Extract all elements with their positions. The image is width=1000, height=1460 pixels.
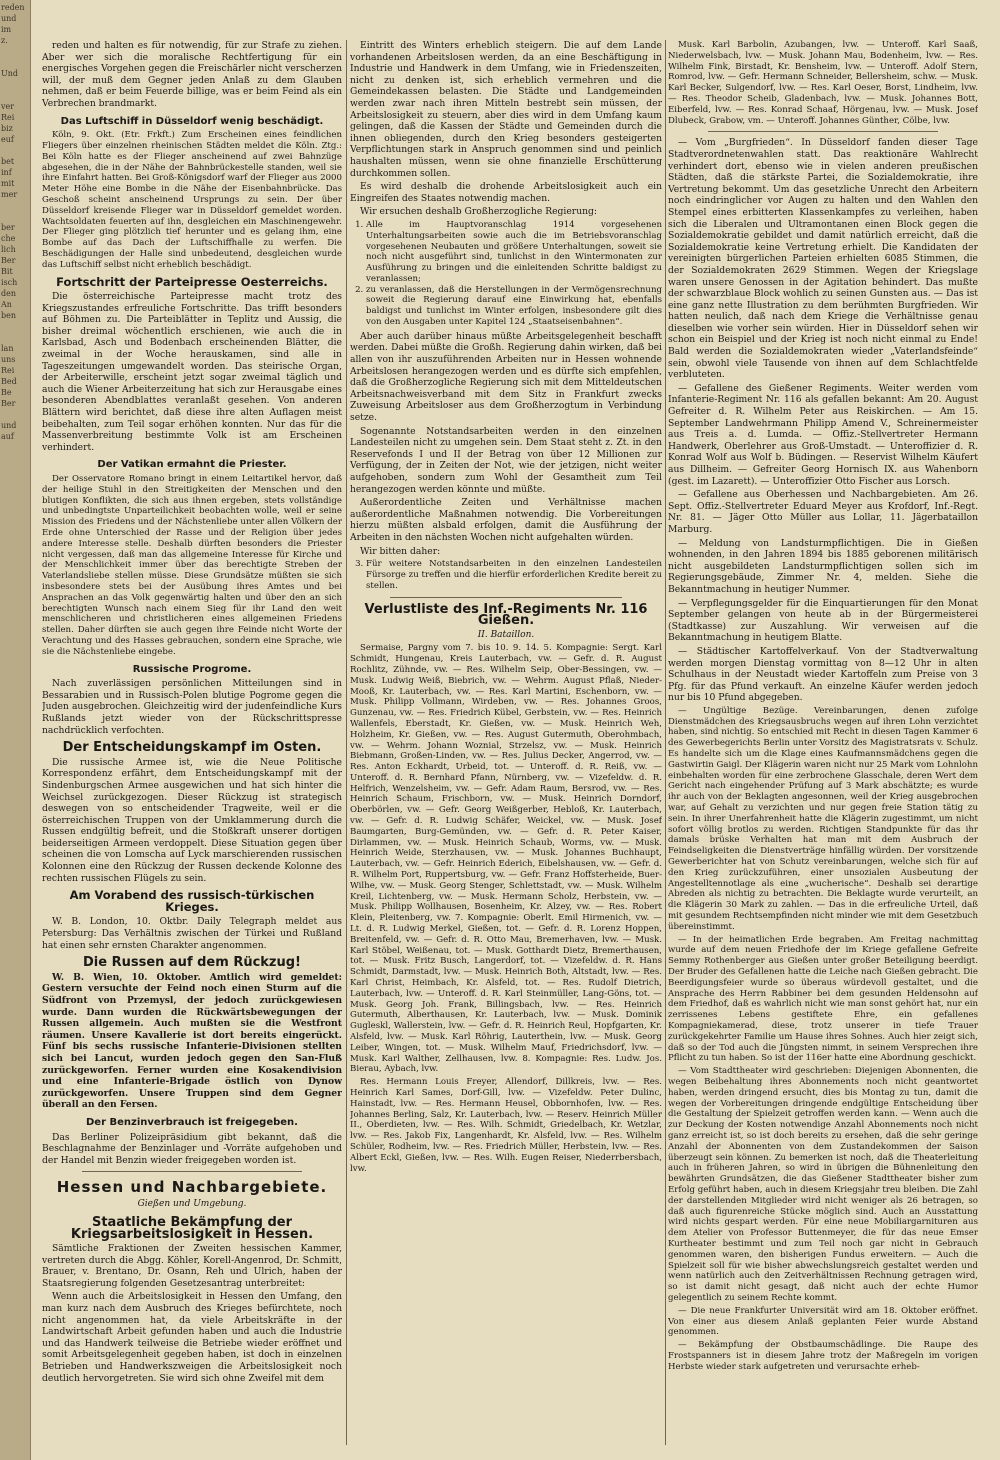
article-text: Wenn auch die Arbeitslosigkeit in Hessen den Umfang, den man kurz nach dem Ausbruch des Krieges befürchtete, noch nicht angenommen hat, da viele Arbeitskräfte in der Landwirtschaft Arbeit gefunden haben und auch die Industrie und das Handwerk teilweise die Betriebe wieder eröffnet und somit Arbeitsgelegenheit gegeben haben, ist doch in einzelnen Betrieben und Handwerkszweigen die Arbeitslosigkeit noch deutlich hervorgetreten. Sie wird sich ohne Zweifel mit dem: [42, 1291, 342, 1384]
headline-staatlich: Staatliche Bekämpfung der Kriegsarbeitslosigkeit in Hessen.: [70, 1214, 314, 1242]
article-text: Eintritt des Winters erheblich steigern. Die auf dem Lande vorhandenen Arbeitslosen werden, da an eine Beschäftigung in Industrie und Handwerk in dem Umfang, wie in Friedenszeiten, nicht zu denken ist, sich erheblich vermehren und die Gemeindekassen belasten. Die Städte und Landgemeinden werden zwar nach ihren Mitteln bestrebt sein müssen, der Arbeitslosigkeit zu steuern, aber dies wird in dem Umfang kaum gelingen, daß die Kassen der Städte und Gemeinden durch die ihnen obliegenden, durch den Krieg besonders gesteigerten Verpflichtungen stark in Anspruch genommen sind und peinlich haushalten müssen, wenn sie ohne finanzielle Erschütterung durchkommen sollen.: [350, 40, 662, 179]
news-item: — Ungültige Bezüge. Vereinbarungen, denen zufolge Dienstmädchen des Kriegsausbruchs wegen auf ihren Lohn verzichtet haben, sind nichtig. So entschied mit Recht in diesen Tagen Kammer 6 des Gewerbegerichts Berlin unter Vorsitz des Magistratsrats v. Schulz. Es handelte sich um die Klage eines Kaufmannsmädchens gegen die Gastwirtin Gaigl. Der Klägerin waren nicht nur 25 Mark vom Lohnlohn einbehalten worden für eine zerbrochene Glasschale, deren Wert dem Gericht nach eingehender Prüfung auf 3 Mark abschätzte; es wurde ihr auch von der Beklagten angesonnen, weil der Krieg ausgebrochen war, auf Gehalt zu verzichten und nur gegen freie Station tätig zu sein. In ihrer Unerfahrenheit hatte die Klägerin zugestimmt, um nicht sofort völlig brotlos zu werden. Richtigen Standpunkte für das ihr damals brüske Verhalten hat man mit dem Ausbruch der Feindseligkeiten die Dienstverträge hinfällig würden. Der vorsitzende Gewerberichter hat von Schutz vereinbarungen, welche sich für auf den Krieg zurückzuführen, einer unsozialen Ausbeutung der Angestelltennotlage als eine „wucherische“. Deshalb sei derartige Abreden als nichtig zu betrachten. Die Beklagte wurde verurteilt, an die Klägerin 30 Mark zu zahlen. — Das in die erfreuliche Urteil, daß mit gesundem Rechtsempfinden nicht minder wie mit dem Gesetzbuch übereinstimmt.: [668, 705, 978, 932]
news-item: — Vom Stadttheater wird geschrieben: Diejenigen Abonnenten, die wegen Beibehaltung ihres Abonnements noch nicht geantwortet haben, werden dringend ersucht, dies bis Montag zu tun, damit die wegen der Vorbereitungen dringende endgültige Entscheidung über die Gestaltung der Spielzeit getroffen werden kann. — Wenn auch die zur Deckung der Kosten notwendige Anzahl Abonnements noch nicht ganz erreicht ist, so ist doch bereits zu ersehen, daß die sehr geringe Anzahl der Abonnenten von dem Zustandekommen der Saison überzeugt sein können. Zu bemerken ist noch, daß die Theaterleitung auch in früheren Jahren, so wird in übrigen die Bühnenleitung den bewährten Grundsätzen, die das Gießener Stadttheater bisher zum Erfolg geführt haben, auch in diesem Kriegsjahr treu bleiben. Die Zahl der darstellenden Mitglieder wird nicht weniger als 26 betragen, so daß auch figurenreiche Stücke möglich sind. Auch an Ausstattung wird nichts gespart werden. Für eine neue Mobiliargarnituren aus dem Atelier von Professor Buttenmeyer, die für das neue Emser Kurtheater bestimmt und zum Teil noch gar nicht in Gebrauch genommen waren, den bisherigen Fundus erweitern. — Auch die Spielzeit soll für wie bisher abwechslungsreich gestaltet werden und wenn natürlich auch den Zeitverhältnissen Rechnung getragen wird, so ist damit nicht gesagt, daß nicht auch der echte Humor gelegentlich zu seinem Rechte kommt.: [668, 1066, 978, 1303]
article-text: reden und halten es für notwendig, für zur Strafe zu ziehen. Aber wer sich die moralische Rechtfertigung für ein energisches Vorgehen gegen die Freischärler nicht verscherzen will, der muß dem Gegner jeden Anlaß zu dem Glauben nehmen, daß er beim Feuerde billige, was er beim Feind als ein Verbrechen brandmarkt.: [42, 40, 342, 109]
article-text: Köln, 9. Okt. (Etr. Frkft.) Zum Erscheinen eines feindlichen Fliegers über einzelnen rheinischen Städten meldet die Köln. Ztg.: Bei Köln hatte es der Flieger anscheinend auf zwei Bahnzüge abgesehen, die in der Nähe der Bahnbrückestelle standen, weil sie ihre Einfahrt hatten. Bei Groß-Königsdorf warf der Flieger aus 2000 Meter Höhe eine Bombe in die Nähe der Eisenbahnbrücke. Das Geschoß scheint anscheinend Ursprungs zu sein. Der über Düsseldorf kreisende Flieger war in Düsseldorf gemeldet worden. Wachtsoldaten feuerten auf ihn, desgleichen ein Maschinengewehr. Der Flieger ging plötzlich tief herunter und es gelang ihm, eine Bombe auf das Dach der Luftschiffhalle zu werfen. Die Beschädigungen der Halle sind unbedeutend, desgleichen wurde das Luftschiff selbst nicht erheblich beschädigt.: [42, 130, 342, 270]
column-rule: [665, 40, 666, 1445]
article-text: Sämtliche Fraktionen der Zweiten hessischen Kammer, vertreten durch die Abgg. Köhler, Korell-Angenrod, Dr. Schmitt, Brauer, v. Brentano, Dr. Osann, Reh und Ulrich, haben der Staatsregierung folgenden Gesetzesantrag unterbreitet:: [42, 1243, 342, 1289]
headline-vorabend: Am Vorabend des russisch-türkischen Krieges.: [69, 888, 315, 914]
article-text: W. B. London, 10. Oktbr. Daily Telegraph meldet aus Petersburg: Das Verhältnis zwischen der Türkei und Rußland hat einen sehr ernsten Charakter angenommen.: [42, 916, 342, 951]
casualty-list: Musk. Karl Barbolin, Azubangen, lvw. — Unteroff. Karl Saaß, Niederwelsbach, lvw. — Musk. Johann Mau, Bodenheim, lvw. — Res. Wilhelm Fink, Birstadt, Kr. Bensheim, lvw. — Unteroff. Adolf Stern, Romrod, lvw. — Gefr. Hermann Schneider, Bellersheim, schw. — Musk. Karl Becker, Sulgendorf, lvw. — Res. Karl Oeser, Borst, Lindheim, lvw. — Res. Theodor Scheib, Gladenbach, lvw. — Musk. Johannes Bott, Eiberfeld, lvw. — Res. Konrad Schaaf, Hörgenau, lvw. — Musk. Josef Dlubeck, Grabow, vm. — Unteroff. Johannes Günther, Cölbe, lvw.: [668, 40, 978, 126]
news-item: — Die neue Frankfurter Universität wird am 18. Oktober eröffnet. Von einer aus diesem Anlaß geplanten Feier wurde Abstand genommen.: [668, 1305, 978, 1338]
column-rule: [346, 40, 347, 1445]
article-text: Außerordentliche Zeiten und Verhältnisse machen außerordentliche Maßnahmen notwendig. Die Vorbereitungen hierzu müßten alsbald erfolgen, damit die Ausführung der Arbeiten in den nächsten Wochen nicht aufgehalten würden.: [350, 497, 662, 543]
article-text: Es wird deshalb die drohende Arbeitslosigkeit auch ein Eingreifen des Staates notwendig machen.: [350, 181, 662, 204]
article-text: Aber auch darüber hinaus müßte Arbeitsgelegenheit beschafft werden. Dabei müßte die Großh. Regierung dahin wirken, daß bei allen von ihr auszuführenden Arbeiten nur in Hessen wohnende Arbeitslosen herangezogen werden und es dürfte sich empfehlen, daß die Großherzogliche Regierung sich mit dem Mitteldeutschen Arbeitsnachweisverband mit dem Sitz in Frankfurt zwecks Zuweisung Arbeitsloser aus dem Großherzogtum in Verbindung setze.: [350, 330, 662, 424]
article-text: Sogenannte Notstandsarbeiten werden in den einzelnen Landesteilen nicht zu umgehen sein. Dem Staat steht z. Zt. in den Reservefonds I und II der Betrag von über 12 Millionen zur Verfügung, der in Zeiten der Not, wie der jetzigen, nicht weiter aufgehoben, sondern zum Wohl der Gesamtheit zum Teil herangezogen werden könnte und müßte.: [350, 425, 662, 495]
headline-vatikan: Der Vatikan ermahnt die Priester.: [97, 459, 287, 471]
headline-progrome: Russische Progrome.: [132, 663, 252, 675]
adjacent-page-edge: [0, 0, 31, 1460]
headline-verlustliste: Verlustliste des Inf.-Regiments Nr. 116 Gießen.: [364, 601, 648, 629]
article-text: W. B. Wien, 10. Oktober. Amtlich wird gemeldet: Gestern versuchte der Feind noch einen Sturm auf die Südfront von Przemysl, der jedoch zurückgewiesen wurde. Dann wurden die Rückwärtsbewegungen der Russen allgemein. Auch mußten sie die Westfront räumen. Unsere Kavallerie ist dort bereits eingerückt. Fünf bis sechs russische Infanterie-Divisionen stellten sich bei Lancut, wurden jedoch gegen den San-Fluß zurückgeworfen. Ferner wurden eine Kosakendivision und eine Infanterie-Brigade östlich von Dynow zurückgeworfen. Unsere Truppen sind dem Gegner überall an den Fersen.: [42, 971, 342, 1111]
divider: [390, 597, 622, 598]
headline-benzin: Der Benzinverbrauch ist freigegeben.: [86, 1116, 298, 1128]
divider: [82, 1171, 302, 1172]
article-text: Wir ersuchen deshalb Großherzogliche Regierung:: [360, 206, 598, 218]
article-text: Nach zuverlässigen persönlichen Mitteilungen sind in Bessarabien und in Russisch-Polen blutige Pogrome gegen die Juden ausgebrochen. Gleichzeitig wird der judenfeindliche Kurs Rußlands jetzt wieder von der Rückschrittspresse nachdrücklich verfochten.: [42, 678, 342, 736]
section-subheading: II. Bataillon.: [477, 629, 535, 640]
news-item: — In der heimatlichen Erde begraben. Am Freitag nachmittag wurde auf dem neuen Friedhofe der im Kriege gefallene Gefreite Semmy Rothenberger aus Gießen unter großer Beteiligung beerdigt. Der Bruder des Gefallenen hatte die Leiche nach Gießen gebracht. Die Beerdigungsfeier wurde so überaus würdevoll gestaltet, und die Ansprache des Herrn Rabbiner bei dem gesunden Heldensohn auf dem Friedhof, daß es wahrlich nicht wie man sonst gehört hat, nur ein zerrissenes Lebens gestiftete Ehre, ein gefallenes Kompagniekamerad, diese, trotz unserer in tiefe Trauer zurückgekehrter Familie um Hause ihres Sohnes. Auch hier zeigt sich, daß so der Tod auch die Jüngsten nimmt, in seinem Versprechen ihre Pflicht zu tun haben. So ist der 116er hatte eine Abordnung geschickt.: [668, 934, 978, 1064]
section-subheading: Gießen und Umgebung.: [137, 1199, 247, 1210]
request-list: [350, 559, 662, 591]
column-3: [668, 40, 978, 1450]
news-item: — Meldung von Landsturmpflichtigen. Die in Gießen wohnenden, in den Jahren 1894 bis 1885 geborenen militärisch nicht ausgebildeten Landsturmpflichtigen sollen sich im Regierungsgebäude, Zimmer Nr. 4, melden. Siehe die Bekanntmachung in heutiger Nummer.: [668, 537, 978, 595]
headline-osten: Der Entscheidungskampf im Osten.: [62, 740, 322, 756]
news-item: — Vom „Burgfrieden“. In Düsseldorf fanden dieser Tage Stadtverordnetenwahlen statt. Das reaktionäre Wahlrecht verhindert dort, ebenso wie in vielen anderen preußischen Städten, daß die stärkste Partei, die Sozialdemokratie, ihre Vertretung bekommt. Um das gesetzliche Unrecht den Arbeitern noch eindringlicher vor Augen zu halten und den Wahlen den Stempel eines erbitterten Klassenkampfes zu verleihen, haben sich die Liberalen und Ultramontanen einen Block gegen die Sozialdemokratie gebildet und damit natürlich erreicht, daß die Sozialdemokratie keine Vertretung erhielt. Die Kandidaten der vereinigten bürgerlichen Parteien erhielten 6085 Stimmen, die der Sozialdemokraten 2629 Stimmen. Wegen der Kriegslage waren unsere Genossen in der Agitation behindert. Das mußte der schwarzblaue Block wohlich zu seinen Gunsten aus. — Das ist eine ganz nette Illustration zu dem berühmten Burgfrieden. Wir hatten neulich, daß nach dem Kriege die Verhältnisse genau dieselben wie vorher sein würden. Hier in Düsseldorf sehen wir schon ein Beispiel und der Krieg ist noch nicht einmal zu Ende! Bald werden die Sozialdemokraten wieder „Vaterlandsfeinde“ sein, obwohl viele Tausende von ihnen auf dem Schlachtfelde verbluteten.: [668, 137, 978, 381]
divider: [708, 131, 938, 132]
list-item: 2. zu veranlassen, daß die Herstellungen in der Vermögensrechnung soweit die Regierung darauf eine Einwirkung hat, ebenfalls baldigst und tunlichst im Winter erfolgen, insbesondere gilt dies von den Ausgaben unter Kapitel 124 „Staatseisenbahnen“.: [366, 285, 662, 328]
column-1: [42, 40, 342, 1450]
section-heading-hessen: Hessen und Nachbargebiete.: [56, 1178, 328, 1197]
news-item: — Bekämpfung der Obstbaumschädlinge. Die Raupe des Frostspanners ist in diesem Jahre trotz der Maßregeln im vorigen Herbste wieder stark aufgetreten und verursachte erheb-: [668, 1340, 978, 1372]
headline-rueckzug: Die Russen auf dem Rückzug!: [82, 955, 301, 971]
article-text: Die russische Armee ist, wie die Neue Politische Korrespondenz erfährt, dem Entscheidungskampf mit der Sindenburgschen Armee ausgewichen und hat sich hinter die Weichsel zurückgezogen. Dieser Rückzug ist strategisch deswegen von so entscheidender Tragweite, weil er die österreichischen Truppen von der Umklammerung durch die Russen endgültig befreit, und die Stoßkraft unserer dortigen beiderseitigen Armeen verdoppelt. Diese Situation gegen über scheinen die von Lomscha auf Lyck marschierenden russischen Kolonnen eine den Rückzug der Russen deckende Kolonne des rechten russischen Flügels zu sein.: [42, 756, 342, 884]
news-item: — Städtischer Kartoffelverkauf. Von der Stadtverwaltung werden morgen Dienstag vormittag von 8—12 Uhr in alten Schulhaus in der Neustadt wieder Kartoffeln zum Preise von 3 Pfg. für das Pfund verkauft. An einzelne Käufer werden jedoch nur bis 10 Pfund abgegeben.: [668, 645, 978, 704]
casualty-list: Res. Hermann Louis Freyer, Allendorf, Dillkreis, lvw. — Res. Heinrich Karl Sames, Dorf-Gill, lvw. — Vizefeldw. Peter Dulinc, Hainstadt, lvw. — Res. Hermann Heusel, Obbornhofen, lvw. — Res. Johannes Berling, Salz, Kr. Lauterbach, lvw. — Reserv. Heinrich Müller II., Oberdieten, lvw. — Res. Wilh. Schmidt, Griedelbach, Kr. Wetzlar, lvw. — Res. Jakob Fix, Langenhardt, Kr. Alsfeld, lvw. — Res. Wilhelm Schüler, Rodheim, lvw. — Res. Friedrich Müller, Herbstein, lvw. — Res. Albert Eckl, Gießen, lvw. — Res. Wilh. Eugen Reiser, Niederrbersbach, lvw.: [350, 1077, 662, 1174]
list-item: 3. Für weitere Notstandsarbeiten in den einzelnen Landesteilen Fürsorge zu treffen und die hierfür erforderlichen Kredite bereit zu stellen.: [366, 559, 662, 591]
news-item: — Gefallene des Gießener Regiments. Weiter werden vom Infanterie-Regiment Nr. 116 als gefallen bekannt: Am 20. August Gefreiter d. R. Wilhelm Peter aus Reiskirchen. — Am 15. September Landwehrmann Philipp Amend V., Schreinermeister aus Treis a. d. Lumda. — Offiz.-Stellvertreter Hermann Handwerk, Oberlehrer aus Groß-Umstadt. — Unteroffizier d. R. Konrad Wolf aus Wolf b. Büdingen. — Reservist Wilhelm Käufert aus Dillheim. — Gefreiter Georg Hornisch IX. aus Wahenborn (gest. im Lazarett). — Unteroffizier Otto Fischer aus Lorsch.: [668, 382, 978, 487]
article-text: Die österreichische Parteipresse macht trotz des Kriegszustandes erfreuliche Fortschritte. Das trifft besonders auf Böhmen zu. Die Parteiblätter in Teplitz und Aussig, die bisher dreimal wöchentlich erschienen, wie auch die in Karlsbad, Asch und Bodenbach erscheinenden Blätter, die zweimal in der Woche herauskamen, sind alle in Tageszeitungen umgewandelt worden. Das steirische Organ, der Arbeiterwille, erscheint jetzt sogar zweimal täglich und auch die Wiener Arbeiterzeitung hat sich zur Herausgabe eines besonderen Abendblattes veranlaßt gesehen. Von anderen Blättern wird berichtet, daß diese ihre alten Auflagen meist beibehalten, zum Teil sogar erhöhen konnten. Nur das für die Massenverbreitung bestimmte Volk ist am Erscheinen verhindert.: [42, 291, 342, 453]
headline-fortschritt: Fortschritt der Parteipresse Oesterreichs.: [56, 274, 328, 289]
casualty-list: Sermaise, Pargny vom 7. bis 10. 9. 14. 5. Kompagnie: Sergt. Karl Schmidt, Hungenau, Kreis Lauterbach, vw. — Gefr. d. R. August Rochlitz, Zühnde, vw. — Res. Wilhelm Seip, Ober-Bessingen, vw. — Musk. Ludwig Weiß, Biebrich, vw. — Wehrm. August Pflaß, Nieder-Mooß, Kr. Lauterbach, vw. — Res. Karl Martini, Eschenborn, vw. — Musk. Philipp Vollmann, Wirdeben, vw. — Res. Johannes Groos, Gunzenau, vw. — Res. Friedrich Kübel, Gerbstein, vw. — Res. Heinrich Wallenfels, Eberstadt, Kr. Gießen, vw. — Musk. Heinrich Weh, Holzheim, Kr. Gießen, vw. — Res. August Gutermuth, Oberohmbach, vw. — Wehrm. Johann Woznial, Strzelsz, vw. — Musk. Heinrich Biebmann, Großen-Linden, vw. — Res. Julius Decker, Angerrod, vw. — Res. Anton Eckhardt, Urbeid, tot. — Unteroff. d. R. Reiß, vw. — Unteroff. d. R. Bernhard Pfann, Nürnberg, vw. — Vizefeldw. d. R. Helfrich, Wenzelsheim, vw. — Gefr. Adam Raum, Bersrod, vw. — Res. Heinrich Schaum, Frischborn, vw. — Musk. Heinrich Dorndorf, Oberbörlen, vw. — Gefr. Georg Weißgerber, Hebloß, Kr. Lauterbach, vw. — Gefr. d. R. Ludwig Schäfer, Weickel, vw. — Musk. Josef Baumgarten, Burg-Gemünden, vw. — Gefr. d. R. Peter Kaiser, Dirlammen, vw. — Musk. Heinrich Schaub, Worms, vw. — Musk. Heinrich Weide, Sterzhausen, vw. — Musk. Johannes Buchhaupt, Lauterbach, vw. — Gefr. Heinrich Ederich, Eibelshausen, vw. — Gefr. d. R. Wilhelm Port, Ruppertsburg, vw. — Gefr. Franz Hoffsterheide, Buer-Wilhe, vw. — Musk. Georg Stenger, Schlettstadt, vw. — Musk. Wilhelm Kreil, Lichtenberg, vw. — Musk. Hermann Scholz, Herbstein, vw. — Musk. Philipp Wollhausen, Bosenheim, Kr. Alzey, vw. — Res. Robert Klein, Pleitenberg, vw. 7. Kompagnie: Oberlt. Emil Hirmenich, vw. — Lt. d. R. Ludwig Merkel, Gießen, tot. — Gefr. d. R. Lorenz Hoppen, Breitenfeld, vw. — Gefr. d. R. Otto Mau, Bremerhaven, lvw. — Musk. Karl Stöbel, Weißenau, tot. — Musk. Gotthardt Dietz, Bremerthausen, tot. — Musk. Fritz Busch, Langerdorf, tot. — Vizefeldw. d. R. Hans Schmidt, Darmstadt, lvw. — Musk. Heinrich Both, Altstadt, lvw. — Res. Karl Christ, Heimbach, Kr. Alsfeld, tot. — Res. Rudolf Dietrich, Lauterbach, lvw. — Unteroff. d. R. Karl Steinmüller, Lang-Göns, tot. — Musk. Georg Joh. Frank, Billingsbach, lvw. — Res. Heinrich Gutermuth, Alberthausen, Kr. Lauterbach, lvw. — Musk. Dominik Gugleskl, Wallerstein, lvw. — Gefr. d. R. Heinrich Reul, Hopfgarten, Kr. Alsfeld, lvw. — Musk. Karl Röhrig, Lauterthein, lvw. — Musk. Georg Leiber, Wingen, tot. — Musk. Wilhelm Mauf, Friedrichsdorf, lvw. — Musk. Karl Walther, Zellhausen, lvw. 8. Kompagnie: Res. Ludw. Jos. Bierau, Aybach, lvw.: [350, 643, 662, 1075]
headline-luftschiff: Das Luftschiff in Düsseldorf wenig beschädigt.: [60, 115, 324, 127]
article-text: Der Osservatore Romano bringt in einem Leitartikel hervor, daß der heilige Stuhl in den Streitigkeiten der Menschen und den blutigen Konflikten, die sich aus ihnen ergeben, stets vollständige und unbedingtste Unparteilichkeit beobachten wolle, weil er seine Mission des Friedens und der Nächstenliebe unter allen Völkern der Erde ohne Unterschied der Rasse und der Religion über jedes andere Interesse stelle. Deshalb dürften besonders die Priester nicht vergessen, daß man das allgemeine Interesse für Kirche und der Menschlichkeit immer über das berechtigte Streben der Vaterlandsliebe stellen müsse. Diese Grundsätze müßten sie sich insbesondere stets bei der Ausübung ihres Amtes und bei Ansprachen an das Volk gegenwärtig halten und über den an sich berechtigten Wunsch nach einem Sieg für ihr Land den weit menschlicheren und christlicheren eines allgemeinen Friedens stellen. Daher dürften sie auch gegen ihre Feinde nicht Worte der Verachtung und des Hasses gebrauchen, sondern eine Sprache, wie sie die Nächstenliebe eingebe.: [42, 474, 342, 657]
news-item: — Gefallene aus Oberhessen und Nachbargebieten. Am 26. Sept. Offiz.-Stellvertreter Eduard Meyer aus Krofdorf, Inf.-Regt. Nr. 81. — Jäger Otto Müller aus Lollar, 11. Jägerbataillon Marburg.: [668, 489, 978, 535]
news-item: — Verpflegungsgelder für die Einquartierungen für den Monat September gelangen von heute ab in der Bürgermeisterei (Stadtkasse) zur Auszahlung. Wir verweisen auf die Bekanntmachung in heutigem Blatte.: [668, 597, 978, 644]
article-text: Wir bitten daher:: [360, 545, 441, 557]
column-2: [350, 40, 662, 1450]
adjacent-page-text: reden und im z. Und ver Rei biz euf bet inf mit mer ber che lich Ber Bit isch den An ben lan uns Rei Bed Be Ber und auf: [1, 3, 25, 441]
list-item: 1. Alle im Hauptvoranschlag 1914 vorgesehenen Unterhaltungsarbeiten sowie auch die im Betriebsvoranschlag vorgesehenen Neubauten und größere Unterhaltungen, soweit sie noch nicht ausgeführt sind, tunlichst in den Wintermonaten zur Ausführung zu bringen und die einleitenden Schritte baldigst zu veranlassen;: [366, 220, 662, 285]
request-list: [350, 220, 662, 328]
article-text: Das Berliner Polizeipräsidium gibt bekannt, daß die Beschlagnahme der Benzinlager und -Vorräte aufgehoben und der Handel mit Benzin wieder freigegeben worden ist.: [42, 1131, 342, 1166]
